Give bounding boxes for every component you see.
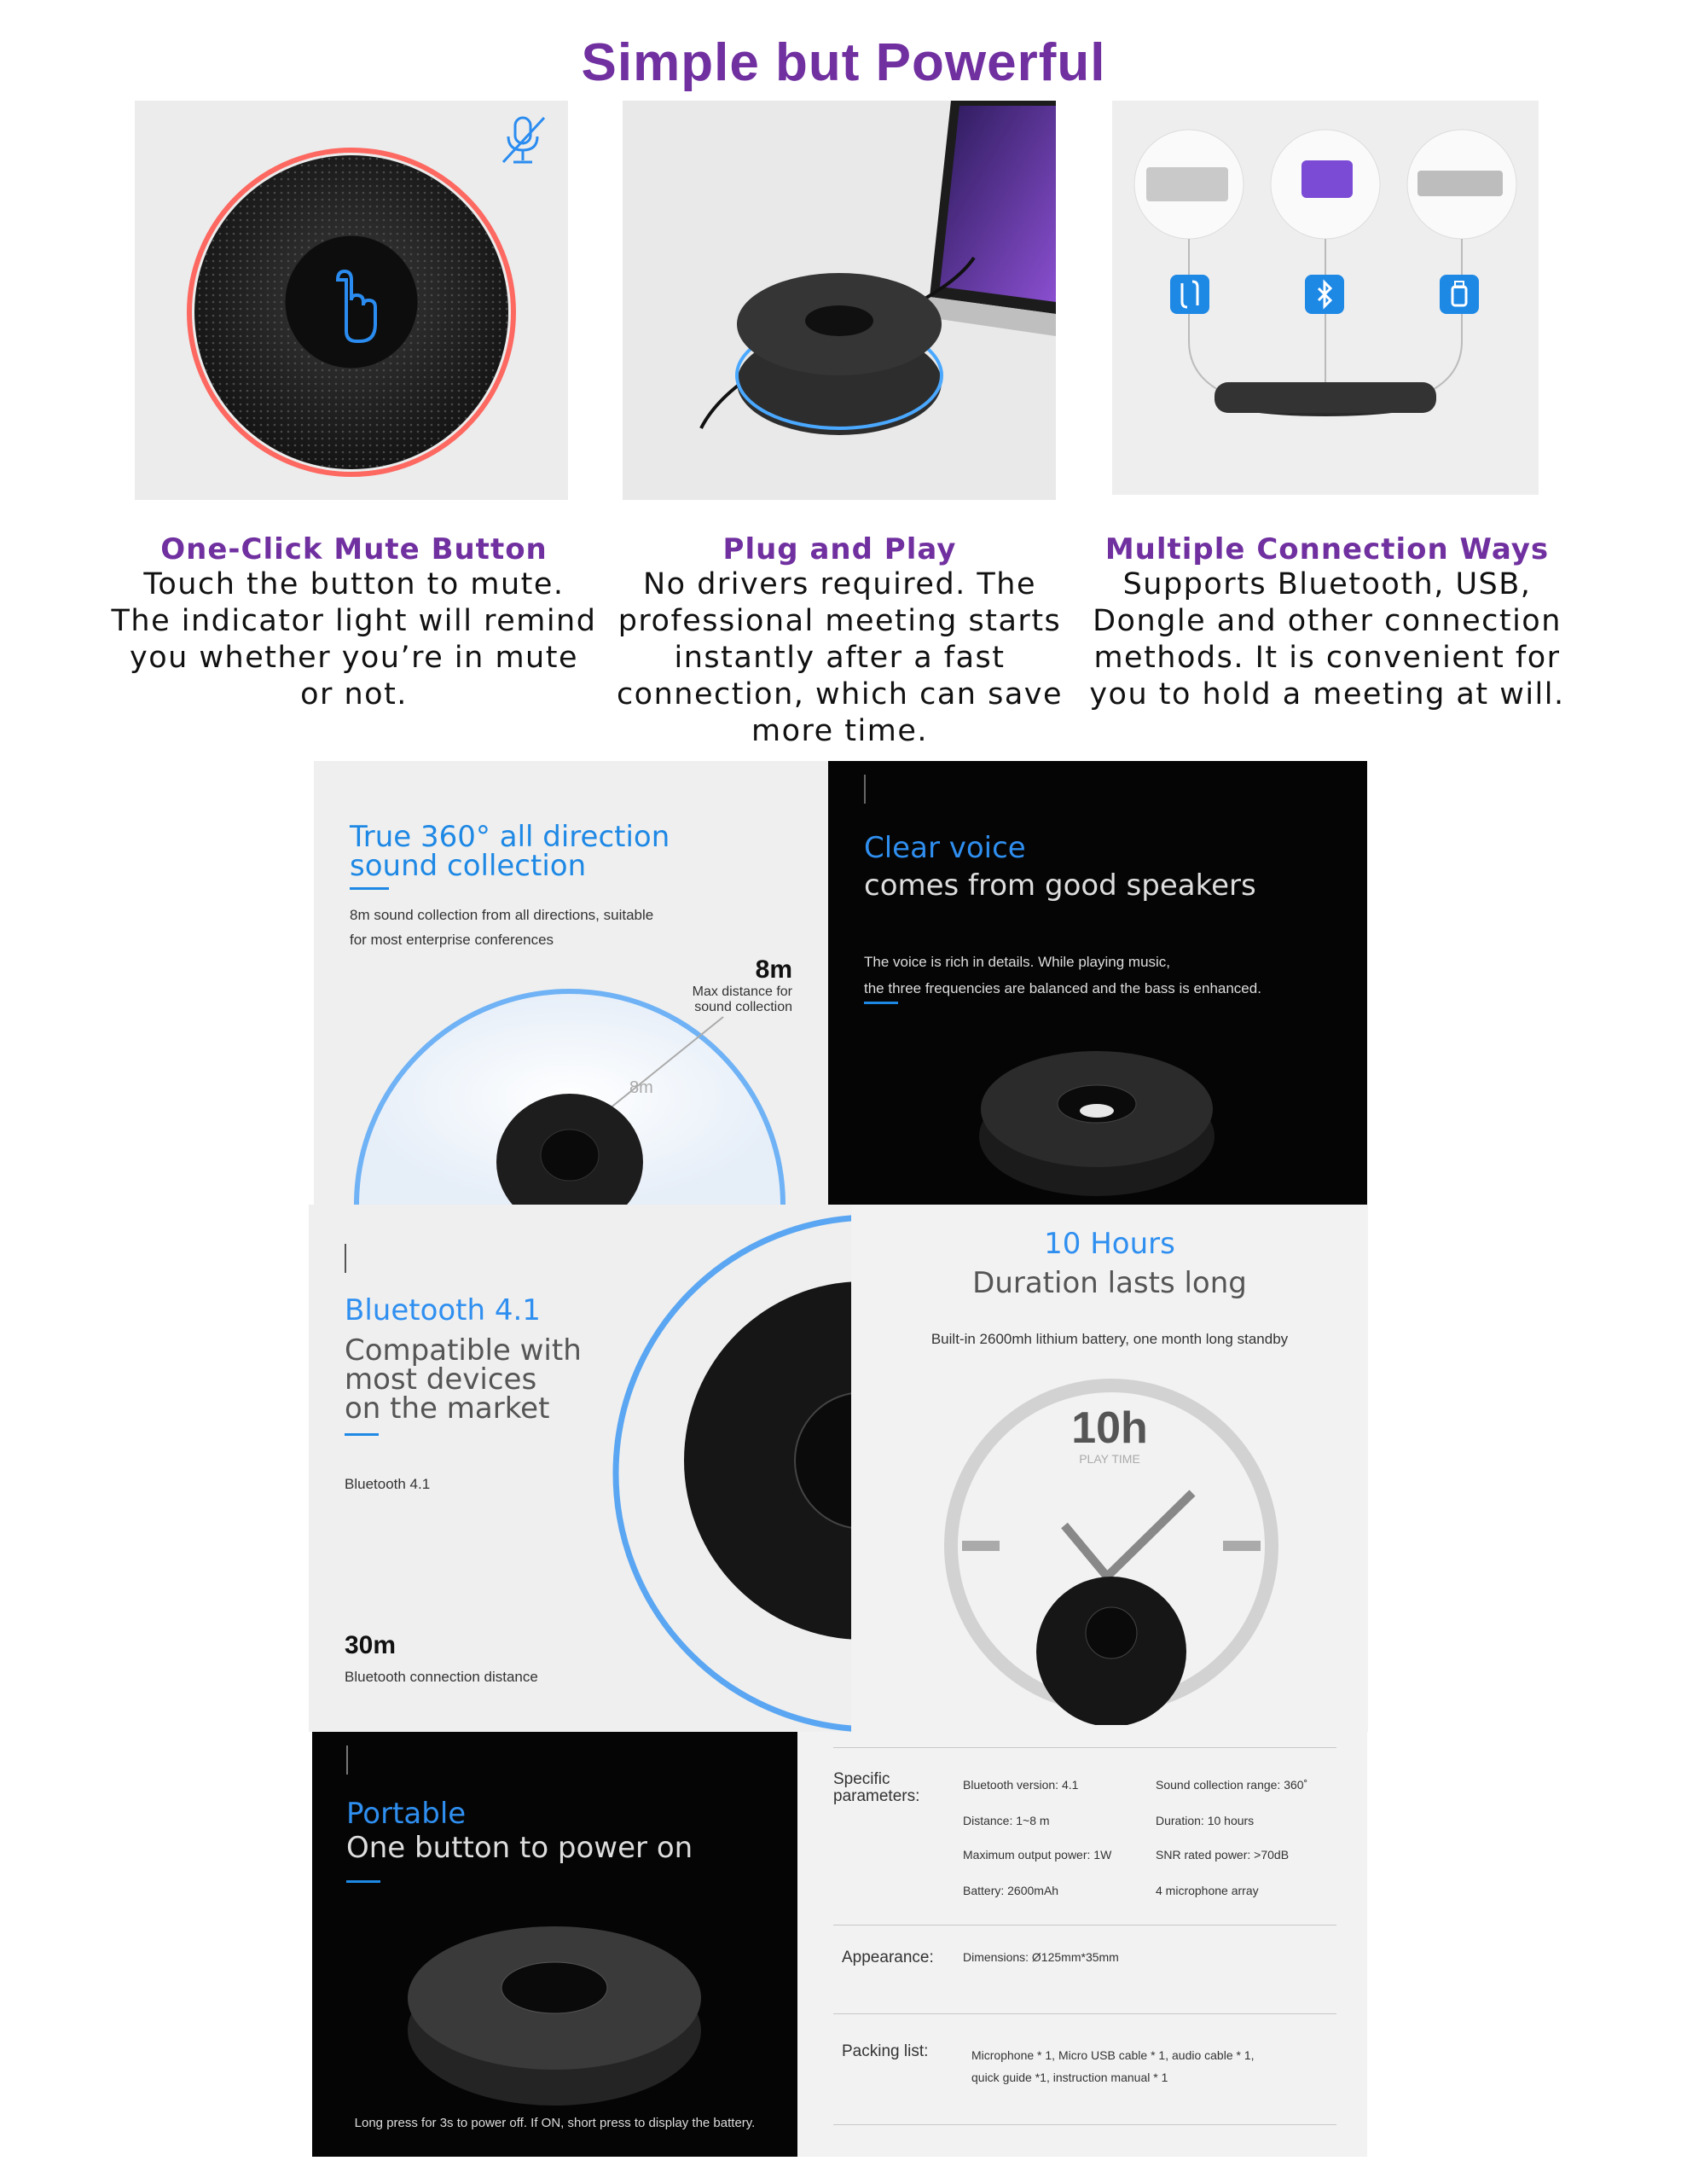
- spec-item: Battery: 2600mAh: [963, 1884, 1059, 1897]
- bluetooth-distance: 30m: [345, 1631, 397, 1659]
- accent-bar: [350, 887, 389, 890]
- voice-desc-line2: the three frequencies are balanced and the bass is enhanced.: [864, 980, 1261, 996]
- sound-description: [350, 903, 653, 952]
- voice-description: [864, 949, 1261, 1002]
- sound-title-line2: sound collection: [350, 849, 587, 883]
- battery-title: 10 Hours: [1044, 1227, 1175, 1261]
- feature-connection: [1088, 532, 1566, 713]
- mic-muted-icon: [498, 113, 549, 167]
- feature-body: Touch the button to mute. The indicator light will remind you whether you’re in mute or not.: [111, 567, 597, 712]
- feature-body: No drivers required. The professional meeting starts instantly after a fast connection, which can save more time.: [616, 567, 1064, 748]
- divider: [833, 2013, 1336, 2014]
- bluetooth-sub-line1: Compatible with: [345, 1333, 582, 1368]
- spec-item: Sound collection range: 360˚: [1156, 1778, 1308, 1792]
- bluetooth-distance-caption: Bluetooth connection distance: [345, 1669, 538, 1685]
- connection-ways-image: [1112, 101, 1539, 495]
- packing-line2: quick guide *1, instruction manual * 1: [971, 2071, 1168, 2084]
- feature-heading: One-Click Mute Button: [160, 532, 548, 566]
- appearance-value: Dimensions: Ø125mm*35mm: [963, 1950, 1119, 1964]
- divider: [346, 1745, 348, 1774]
- accent-bar: [864, 1002, 898, 1004]
- packing-line1: Microphone * 1, Micro USB cable * 1, audio cable * 1,: [971, 2048, 1255, 2062]
- max-distance-block: [693, 956, 792, 1015]
- spec-item: Duration: 10 hours: [1156, 1814, 1255, 1827]
- bluetooth-title: Bluetooth 4.1: [345, 1293, 541, 1327]
- feature-plug-and-play: [607, 532, 1072, 750]
- spec-item: Distance: 1~8 m: [963, 1814, 1050, 1827]
- accent-bar: [346, 1880, 380, 1883]
- battery-subtitle: Duration lasts long: [972, 1266, 1247, 1300]
- spec-item: Maximum output power: 1W: [963, 1848, 1112, 1862]
- battery-description: Built-in 2600mh lithium battery, one month long standby: [930, 1331, 1289, 1347]
- feature-mute: [111, 532, 597, 713]
- bluetooth-sub-line2: most devices: [345, 1362, 537, 1397]
- bluetooth-version: Bluetooth 4.1: [345, 1476, 431, 1492]
- clear-voice-panel: [828, 761, 1367, 1205]
- feature-heading: Multiple Connection Ways: [1104, 532, 1550, 566]
- divider: [833, 1747, 1336, 1748]
- plug-and-play-image: [623, 101, 1056, 500]
- sound-desc-line2: for most enterprise conferences: [350, 932, 554, 948]
- radius-label: 8m: [629, 1078, 653, 1097]
- spec-item: Bluetooth version: 4.1: [963, 1778, 1079, 1792]
- portable-subtitle: One button to power on: [346, 1831, 693, 1865]
- max-distance-value: 8m: [755, 956, 792, 984]
- packing-label: Packing list:: [842, 2042, 929, 2060]
- battery-panel: [851, 1205, 1368, 1732]
- portable-footer: Long press for 3s to power off. If ON, short press to display the battery.: [354, 2116, 756, 2130]
- portable-title: Portable: [346, 1797, 467, 1831]
- spec-item: SNR rated power: >70dB: [1156, 1848, 1290, 1862]
- bluetooth-panel: [309, 1205, 851, 1732]
- voice-desc-line1: The voice is rich in details. While playing music,: [864, 954, 1171, 970]
- bluetooth-subtitle: [345, 1333, 582, 1426]
- sound-title-line1: True 360° all direction: [350, 820, 670, 854]
- clock-value: 10h: [1071, 1403, 1148, 1453]
- sound-desc-line1: 8m sound collection from all directions, suitable: [350, 907, 654, 923]
- packing-list: [971, 2044, 1255, 2088]
- feature-body: Supports Bluetooth, USB, Dongle and other connection methods. It is convenient for you to hold a meeting at will.: [1089, 567, 1565, 712]
- max-distance-caption: sound collection: [694, 1000, 792, 1014]
- specs-panel: [797, 1732, 1367, 2157]
- params-label: [833, 1771, 919, 1805]
- sound-collection-panel: [314, 761, 828, 1205]
- divider: [833, 1925, 1336, 1926]
- divider: [345, 1244, 346, 1273]
- voice-title: Clear voice: [864, 831, 1026, 865]
- dongle-icon: [1440, 275, 1479, 314]
- voice-subtitle: comes from good speakers: [864, 868, 1256, 903]
- bluetooth-sub-line3: on the market: [345, 1391, 550, 1426]
- portable-panel: [312, 1732, 797, 2157]
- page-title: Simple but Powerful: [581, 33, 1106, 92]
- usb-cable-icon: [1170, 275, 1209, 314]
- accent-bar: [345, 1433, 379, 1436]
- appearance-label: Appearance:: [842, 1949, 934, 1966]
- sound-title: [350, 820, 670, 883]
- clock-caption: PLAY TIME: [1079, 1452, 1140, 1466]
- spec-item: 4 microphone array: [1156, 1884, 1259, 1897]
- params-label-line2: parameters:: [833, 1787, 920, 1805]
- divider: [864, 775, 866, 804]
- mute-button-image: [135, 101, 568, 500]
- divider: [833, 2124, 1336, 2125]
- max-distance-caption: Max distance for: [692, 985, 792, 999]
- bluetooth-icon: [1305, 275, 1344, 314]
- params-label-line1: Specific: [833, 1770, 890, 1788]
- feature-heading: Plug and Play: [722, 532, 957, 566]
